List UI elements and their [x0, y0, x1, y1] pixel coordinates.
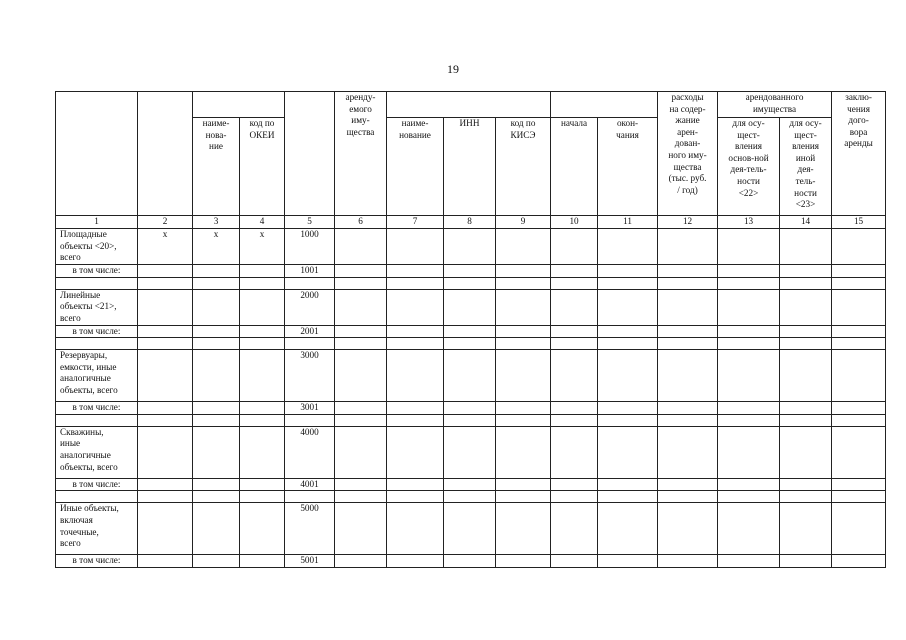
- table-cell: [335, 503, 387, 555]
- page-number: 19: [447, 62, 459, 76]
- table-cell: [658, 338, 718, 350]
- table-cell: [780, 491, 832, 503]
- table-cell: [598, 402, 658, 415]
- table-cell: [335, 229, 387, 265]
- table-cell: [496, 414, 551, 426]
- table-cell: [496, 265, 551, 278]
- table-cell: [780, 338, 832, 350]
- subtotal-row: [56, 555, 886, 568]
- table-cell: [496, 555, 551, 568]
- header-cell-10-11-top: [551, 92, 658, 118]
- table-cell: [780, 402, 832, 415]
- category-mark: [193, 350, 240, 402]
- blank-row: [56, 338, 886, 350]
- table-cell: [658, 402, 718, 415]
- category-label: Площадные объекты <20>, всего: [56, 229, 138, 265]
- category-mark: [138, 289, 193, 325]
- table-cell: [832, 325, 886, 338]
- table-cell: [387, 503, 444, 555]
- table-cell: [658, 503, 718, 555]
- table-cell: [718, 277, 780, 289]
- table-cell: [496, 350, 551, 402]
- table-cell: [598, 229, 658, 265]
- subtotal-label: в том числе:: [56, 478, 138, 491]
- header-cell-3: [193, 118, 240, 216]
- table-cell: [138, 277, 193, 289]
- header-text-c8: ИНН: [459, 118, 480, 128]
- header-text-c15: заклю- чения дого- вора аренды: [844, 92, 873, 149]
- table-cell: [240, 414, 285, 426]
- table-cell: [832, 402, 886, 415]
- header-cell-11: [598, 118, 658, 216]
- table-cell: [496, 402, 551, 415]
- column-number-10: 10: [551, 216, 598, 229]
- category-row: [56, 229, 886, 265]
- table-cell: [598, 414, 658, 426]
- header-row-top: [56, 92, 886, 118]
- table-cell: [335, 402, 387, 415]
- table-cell: [551, 338, 598, 350]
- header-text-c7: наиме- нование: [399, 118, 431, 140]
- subtotal-code: 1001: [285, 265, 335, 278]
- table-cell: [138, 491, 193, 503]
- table-cell: [387, 350, 444, 402]
- table-cell: [240, 338, 285, 350]
- table-cell: [496, 289, 551, 325]
- table-cell: [832, 350, 886, 402]
- table-cell: [780, 289, 832, 325]
- table-cell: [335, 491, 387, 503]
- table-cell: [193, 414, 240, 426]
- table-cell: [551, 478, 598, 491]
- table-cell: [444, 229, 496, 265]
- header-cell-12: [658, 92, 718, 216]
- table-cell: [780, 426, 832, 478]
- table-cell: [387, 426, 444, 478]
- table-cell: [551, 555, 598, 568]
- blank-row: [56, 491, 886, 503]
- category-mark: [138, 426, 193, 478]
- subtotal-row: [56, 478, 886, 491]
- column-number-5: 5: [285, 216, 335, 229]
- table-cell: [496, 325, 551, 338]
- table-cell: [658, 414, 718, 426]
- table-cell: [335, 289, 387, 325]
- table-cell: [335, 277, 387, 289]
- header-cell-8: [444, 118, 496, 216]
- table-cell: [718, 414, 780, 426]
- table-cell: [718, 350, 780, 402]
- column-number-row: [56, 216, 886, 229]
- column-number-6: 6: [335, 216, 387, 229]
- header-text-c3: наиме- нова- ние: [202, 118, 230, 152]
- table-cell: [240, 555, 285, 568]
- column-number-15: 15: [832, 216, 886, 229]
- table-cell: [718, 265, 780, 278]
- table-cell: [387, 265, 444, 278]
- category-code: 4000: [285, 426, 335, 478]
- header-cell-7-9-top: [387, 92, 551, 118]
- column-number-11: 11: [598, 216, 658, 229]
- header-cell-7: [387, 118, 444, 216]
- table-cell: [285, 277, 335, 289]
- table-cell: [658, 277, 718, 289]
- table-cell: [551, 491, 598, 503]
- category-label: Скважины, иные аналогичные объекты, всего: [56, 426, 138, 478]
- table-cell: [193, 402, 240, 415]
- table-cell: [444, 265, 496, 278]
- table-cell: [335, 325, 387, 338]
- table-cell: [832, 414, 886, 426]
- header-text-c13-14: арендованного имущества: [745, 92, 804, 114]
- table-cell: [718, 338, 780, 350]
- category-mark: [240, 289, 285, 325]
- table-cell: [658, 350, 718, 402]
- table-cell: [387, 325, 444, 338]
- table-cell: [56, 491, 138, 503]
- table-cell: [551, 350, 598, 402]
- header-cell-13: [718, 118, 780, 216]
- header-cell-4: [240, 118, 285, 216]
- table-cell: [718, 478, 780, 491]
- table-cell: [444, 491, 496, 503]
- table-cell: [832, 277, 886, 289]
- table-cell: [658, 491, 718, 503]
- table-cell: [718, 229, 780, 265]
- table-cell: [56, 414, 138, 426]
- header-text-c14: для осу- щест- вления иной дея- тель- ности <23>: [789, 118, 822, 210]
- table-cell: [387, 277, 444, 289]
- table-cell: [551, 325, 598, 338]
- subtotal-code: 4001: [285, 478, 335, 491]
- column-number-2: 2: [138, 216, 193, 229]
- header-text-c6: аренду- емого иму- щества: [345, 92, 376, 137]
- lease-report-table: [55, 91, 886, 568]
- table-cell: [444, 277, 496, 289]
- table-cell: [832, 555, 886, 568]
- table-cell: [496, 338, 551, 350]
- subtotal-code: 2001: [285, 325, 335, 338]
- table-cell: [780, 503, 832, 555]
- table-cell: [240, 402, 285, 415]
- header-cell-5: [285, 92, 335, 216]
- table-cell: [780, 478, 832, 491]
- table-cell: [718, 503, 780, 555]
- table-cell: [598, 289, 658, 325]
- category-mark: [193, 503, 240, 555]
- table-cell: [551, 277, 598, 289]
- table-cell: [658, 229, 718, 265]
- header-text-c9: код по КИСЭ: [510, 118, 536, 140]
- header-cell-6: [335, 92, 387, 216]
- category-mark: x: [138, 229, 193, 265]
- header-cell-3-4-top: [193, 92, 285, 118]
- subtotal-label: в том числе:: [56, 265, 138, 278]
- table-cell: [193, 555, 240, 568]
- column-number-4: 4: [240, 216, 285, 229]
- category-label: Резервуары, емкости, иные аналогичные объекты, всего: [56, 350, 138, 402]
- table-cell: [444, 402, 496, 415]
- column-number-12: 12: [658, 216, 718, 229]
- table-cell: [780, 265, 832, 278]
- category-row: [56, 350, 886, 402]
- table-cell: [387, 402, 444, 415]
- table-cell: [444, 426, 496, 478]
- category-row: [56, 426, 886, 478]
- table-cell: [387, 414, 444, 426]
- header-text-c13: для осу- щест- вления основ-ной дея-тель- ности <22>: [728, 118, 769, 198]
- table-cell: [444, 289, 496, 325]
- header-cell-10: [551, 118, 598, 216]
- table-cell: [780, 350, 832, 402]
- subtotal-code: 3001: [285, 402, 335, 415]
- table-cell: [598, 350, 658, 402]
- header-cell-15: [832, 92, 886, 216]
- table-cell: [240, 325, 285, 338]
- table-cell: [496, 277, 551, 289]
- table-cell: [718, 325, 780, 338]
- table-cell: [780, 277, 832, 289]
- table-cell: [780, 325, 832, 338]
- subtotal-label: в том числе:: [56, 555, 138, 568]
- table-cell: [551, 402, 598, 415]
- table-cell: [138, 555, 193, 568]
- table-cell: [193, 491, 240, 503]
- table-cell: [551, 414, 598, 426]
- header-text-c4: код по ОКЕИ: [249, 118, 275, 140]
- category-code: 2000: [285, 289, 335, 325]
- table-cell: [240, 277, 285, 289]
- category-code: 5000: [285, 503, 335, 555]
- table-cell: [444, 478, 496, 491]
- table-cell: [193, 325, 240, 338]
- table-cell: [598, 478, 658, 491]
- table-cell: [335, 265, 387, 278]
- header-text-c10: начала: [560, 118, 588, 128]
- table-cell: [138, 402, 193, 415]
- table-cell: [658, 325, 718, 338]
- table-cell: [387, 338, 444, 350]
- table-cell: [444, 555, 496, 568]
- table-cell: [138, 265, 193, 278]
- table-cell: [285, 491, 335, 503]
- subtotal-row: [56, 325, 886, 338]
- column-number-3: 3: [193, 216, 240, 229]
- subtotal-label: в том числе:: [56, 402, 138, 415]
- table-cell: [496, 503, 551, 555]
- table-cell: [193, 265, 240, 278]
- table-cell: [496, 491, 551, 503]
- table-cell: [387, 555, 444, 568]
- category-mark: x: [240, 229, 285, 265]
- table-cell: [832, 426, 886, 478]
- table-cell: [496, 229, 551, 265]
- table-cell: [56, 338, 138, 350]
- table-cell: [598, 338, 658, 350]
- table-cell: [444, 338, 496, 350]
- category-label: Иные объекты, включая точечные, всего: [56, 503, 138, 555]
- table-cell: [832, 503, 886, 555]
- table-cell: [658, 555, 718, 568]
- category-mark: [138, 350, 193, 402]
- table-cell: [551, 503, 598, 555]
- table-cell: [598, 265, 658, 278]
- subtotal-code: 5001: [285, 555, 335, 568]
- table-cell: [718, 426, 780, 478]
- table-cell: [56, 277, 138, 289]
- table-cell: [285, 338, 335, 350]
- subtotal-label: в том числе:: [56, 325, 138, 338]
- table-cell: [780, 229, 832, 265]
- table-cell: [335, 350, 387, 402]
- table-cell: [832, 229, 886, 265]
- category-mark: [240, 426, 285, 478]
- category-mark: [193, 289, 240, 325]
- column-number-9: 9: [496, 216, 551, 229]
- table-cell: [832, 265, 886, 278]
- header-text-c12: расходы на содер- жание арен- дован- ного иму- щества (тыс. руб. / год): [668, 92, 707, 195]
- table-cell: [444, 325, 496, 338]
- subtotal-row: [56, 402, 886, 415]
- table-cell: [138, 338, 193, 350]
- table-cell: [832, 338, 886, 350]
- table-cell: [240, 491, 285, 503]
- table-cell: [335, 555, 387, 568]
- subtotal-row: [56, 265, 886, 278]
- category-code: 1000: [285, 229, 335, 265]
- table-cell: [598, 426, 658, 478]
- table-cell: [193, 478, 240, 491]
- header-cell-9: [496, 118, 551, 216]
- table-cell: [718, 402, 780, 415]
- table-cell: [335, 414, 387, 426]
- table-cell: [551, 289, 598, 325]
- table-cell: [387, 289, 444, 325]
- table-cell: [193, 277, 240, 289]
- table-cell: [718, 491, 780, 503]
- table-cell: [780, 555, 832, 568]
- category-mark: [193, 426, 240, 478]
- table-cell: [138, 414, 193, 426]
- category-row: [56, 289, 886, 325]
- header-cell-14: [780, 118, 832, 216]
- table-cell: [496, 478, 551, 491]
- category-label: Линейные объекты <21>, всего: [56, 289, 138, 325]
- table-cell: [832, 478, 886, 491]
- table-cell: [387, 229, 444, 265]
- table-cell: [138, 478, 193, 491]
- table-cell: [193, 338, 240, 350]
- table-cell: [285, 414, 335, 426]
- category-mark: [240, 503, 285, 555]
- table-cell: [335, 338, 387, 350]
- table-cell: [444, 350, 496, 402]
- category-row: [56, 503, 886, 555]
- header-cell-1: [56, 92, 138, 216]
- blank-row: [56, 277, 886, 289]
- table-cell: [832, 289, 886, 325]
- blank-row: [56, 414, 886, 426]
- table-cell: [496, 426, 551, 478]
- column-number-1: 1: [56, 216, 138, 229]
- header-cell-13-14-top: [718, 92, 832, 118]
- table-cell: [138, 325, 193, 338]
- table-cell: [240, 478, 285, 491]
- category-code: 3000: [285, 350, 335, 402]
- column-number-7: 7: [387, 216, 444, 229]
- table-cell: [387, 478, 444, 491]
- column-number-8: 8: [444, 216, 496, 229]
- table-cell: [335, 478, 387, 491]
- table-cell: [658, 265, 718, 278]
- table-cell: [780, 414, 832, 426]
- column-number-14: 14: [780, 216, 832, 229]
- table-cell: [598, 491, 658, 503]
- table-cell: [718, 555, 780, 568]
- header-text-c11: окон- чания: [616, 118, 639, 140]
- table-cell: [598, 503, 658, 555]
- category-mark: x: [193, 229, 240, 265]
- table-cell: [551, 265, 598, 278]
- table-cell: [240, 265, 285, 278]
- table-cell: [832, 491, 886, 503]
- table-cell: [444, 503, 496, 555]
- table-cell: [658, 289, 718, 325]
- table-cell: [598, 555, 658, 568]
- table-cell: [444, 414, 496, 426]
- table-cell: [658, 426, 718, 478]
- table-cell: [718, 289, 780, 325]
- table-cell: [598, 325, 658, 338]
- column-number-13: 13: [718, 216, 780, 229]
- table-cell: [658, 478, 718, 491]
- category-mark: [138, 503, 193, 555]
- table-cell: [335, 426, 387, 478]
- table-cell: [551, 426, 598, 478]
- table-cell: [598, 277, 658, 289]
- category-mark: [240, 350, 285, 402]
- table-cell: [551, 229, 598, 265]
- table-cell: [387, 491, 444, 503]
- header-cell-2: [138, 92, 193, 216]
